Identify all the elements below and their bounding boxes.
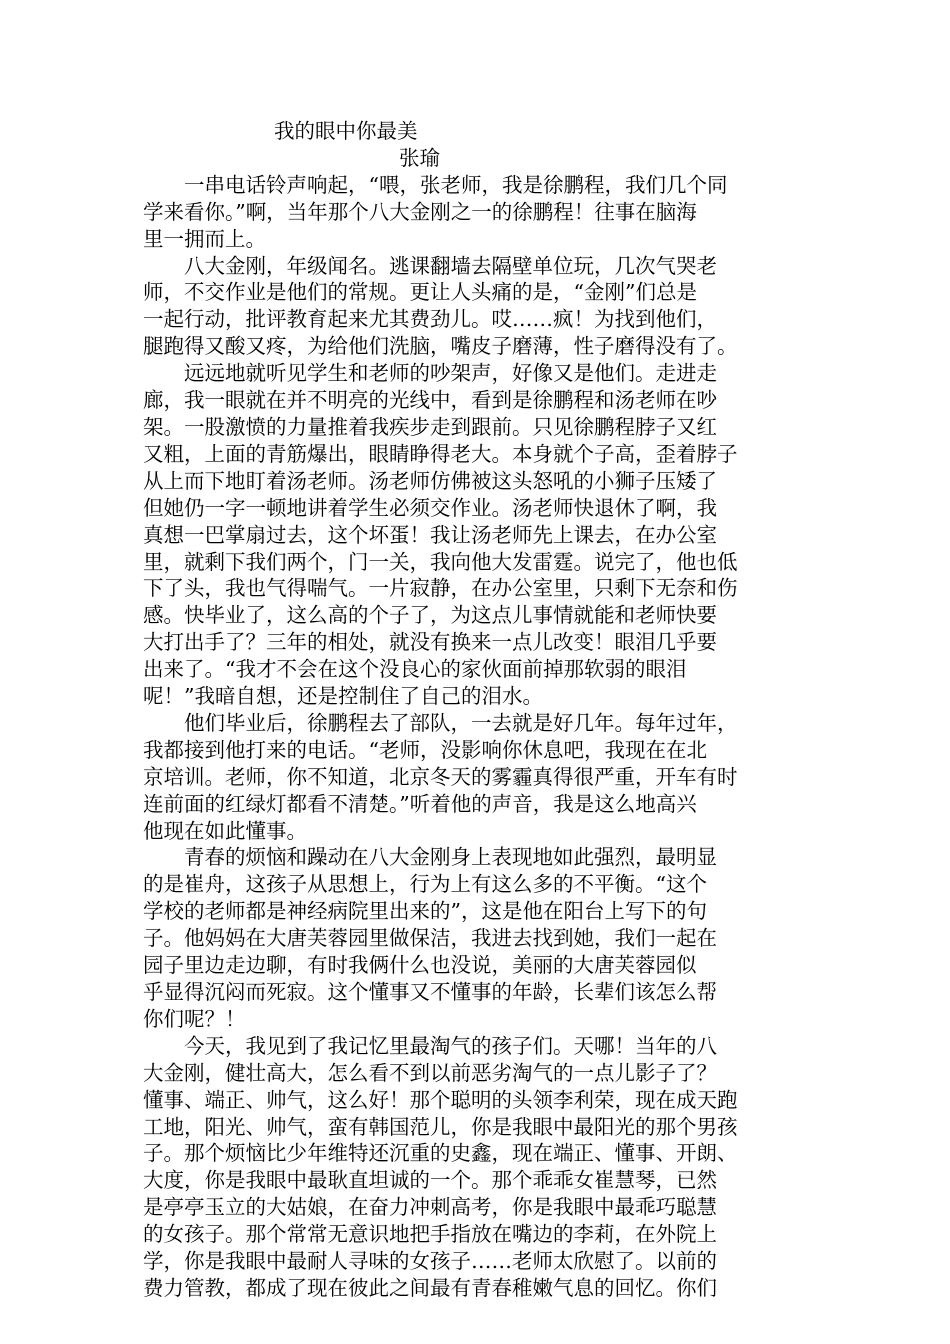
paragraph-first-line: 他们毕业后，徐鹏程去了部队，一去就是好几年。每年过年，	[184, 710, 738, 735]
paragraph-line: 感。快毕业了，这么高的个子了，为这点儿事情就能和老师快要	[143, 603, 717, 628]
paragraph-line: 大打出手了？三年的相处，就没有换来一点儿改变！眼泪几乎要	[143, 630, 717, 655]
paragraph-line: 连前面的红绿灯都看不清楚。”听着他的声音，我是这么地高兴	[143, 791, 697, 816]
paragraph-line: 下了头，我也气得喘气。一片寂静，在办公室里，只剩下无奈和伤	[143, 576, 738, 601]
paragraph-line: 学校的老师都是神经病院里出来的”，这是他在阳台上写下的句	[143, 899, 707, 924]
paragraph-line: 但她仍一字一顿地讲着学生必须交作业。汤老师快退休了啊，我	[143, 495, 717, 520]
paragraph-line: 学来看你。”啊，当年那个八大金刚之一的徐鹏程！往事在脑海	[143, 199, 697, 224]
paragraph-line: 工地，阳光、帅气，蛮有韩国范儿，你是我眼中最阳光的那个男孩	[143, 1114, 738, 1139]
paragraph-line: 出来了。“我才不会在这个没良心的家伙面前掉那软弱的眼泪	[143, 657, 687, 682]
document-page	[143, 118, 827, 1302]
document-body	[143, 172, 827, 1302]
paragraph-line: 费力管教，都成了现在彼此之间最有青春稚嫩气息的回忆。你们	[143, 1275, 717, 1300]
paragraph-line: 你们呢？！	[143, 1006, 246, 1031]
paragraph-first-line: 一串电话铃声响起，“喂，张老师，我是徐鹏程，我们几个同	[184, 172, 728, 197]
paragraph-line: 是亭亭玉立的大姑娘，在奋力冲刺高考，你是我眼中最乖巧聪慧	[143, 1195, 717, 1220]
paragraph-line: 子。那个烦恼比少年维特还沉重的史鑫，现在端正、懂事、开朗、	[143, 1141, 738, 1166]
paragraph-line: 大金刚，健壮高大，怎么看不到以前恶劣淘气的一点儿影子了？	[143, 1060, 717, 1085]
paragraph-first-line: 八大金刚，年级闻名。逃课翻墙去隔壁单位玩，几次气哭老	[184, 253, 717, 278]
paragraph-line: 他现在如此懂事。	[143, 818, 307, 843]
paragraph-line: 里，就剩下我们两个，门一关，我向他大发雷霆。说完了，他也低	[143, 549, 738, 574]
paragraph-first-line: 青春的烦恼和躁动在八大金刚身上表现地如此强烈，最明显	[184, 845, 717, 870]
paragraph-line: 架。一股激愤的力量推着我疾步走到跟前。只见徐鹏程脖子又红	[143, 414, 717, 439]
paragraph-line: 我都接到他打来的电话。“老师，没影响你休息吧，我现在在北	[143, 737, 707, 762]
paragraph-line: 一起行动，批评教育起来尤其费劲儿。哎……疯！为找到他们，	[143, 307, 717, 332]
paragraph-line: 懂事、端正、帅气，这么好！那个聪明的头领李利荣，现在成天跑	[143, 1087, 738, 1112]
paragraph-line: 大度，你是我眼中最耿直坦诚的一个。那个乖乖女崔慧琴，已然	[143, 1168, 717, 1193]
paragraph-line: 乎显得沉闷而死寂。这个懂事又不懂事的年龄，长辈们该怎么帮	[143, 980, 717, 1004]
paragraph-line: 京培训。老师，你不知道，北京冬天的雾霾真得很严重，开车有时	[143, 764, 738, 789]
paragraph-line: 廊，我一眼就在并不明亮的光线中，看到是徐鹏程和汤老师在吵	[143, 388, 717, 413]
paragraph-line: 园子里边走边聊，有时我俩什么也没说，美丽的大唐芙蓉园似	[143, 953, 697, 978]
paragraph-line: 的是崔舟，这孩子从思想上，行为上有这么多的不平衡。“这个	[143, 872, 707, 897]
paragraph-line: 学，你是我眼中最耐人寻味的女孩子……老师太欣慰了。以前的	[143, 1249, 717, 1274]
paragraph-line: 从上而下地盯着汤老师。汤老师仿佛被这头怒吼的小狮子压矮了	[143, 468, 717, 493]
document-title: 我的眼中你最美	[274, 119, 418, 143]
paragraph-line: 子。他妈妈在大唐芙蓉园里做保洁，我进去找到她，我们一起在	[143, 926, 717, 951]
paragraph-line: 的女孩子。那个常常无意识地把手指放在嘴边的李莉，在外院上	[143, 1222, 717, 1247]
paragraph-first-line: 今天，我见到了我记忆里最淘气的孩子们。天哪！当年的八	[184, 1033, 717, 1058]
paragraph-line: 里一拥而上。	[143, 226, 266, 251]
paragraph-first-line: 远远地就听见学生和老师的吵架声，好像又是他们。走进走	[184, 361, 717, 386]
paragraph-line: 又粗，上面的青筋爆出，眼睛睁得老大。本身就个子高，歪着脖子	[143, 441, 738, 466]
document-author: 张瑜	[399, 145, 440, 170]
paragraph-line: 真想一巴掌扇过去，这个坏蛋！我让汤老师先上课去，在办公室	[143, 522, 717, 547]
paragraph-line: 呢！”我暗自想，还是控制住了自己的泪水。	[143, 684, 543, 709]
paragraph-line: 师，不交作业是他们的常规。更让人头痛的是，“金刚”们总是	[143, 280, 697, 305]
paragraph-line: 腿跑得又酸又疼，为给他们洗脑，嘴皮子磨薄，性子磨得没有了。	[143, 334, 738, 359]
